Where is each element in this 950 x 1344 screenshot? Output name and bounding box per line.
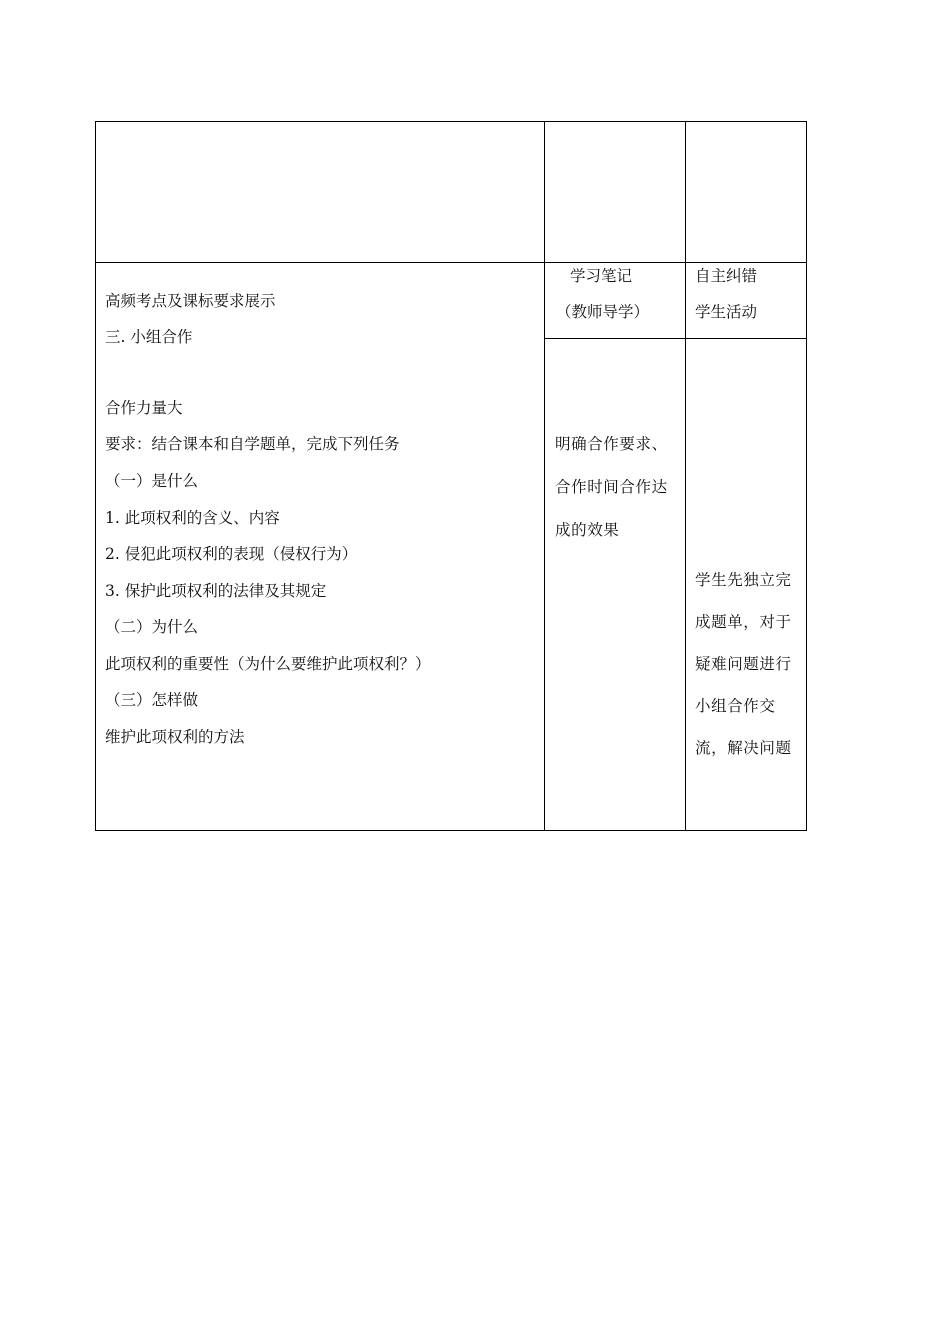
activity-line-2: 成题单，对于 xyxy=(695,613,792,631)
content-line-7: （二）为什么 xyxy=(105,618,199,636)
activity-line-1: 学生先独立完 xyxy=(695,571,792,589)
content-line-6: 3. 保护此项权利的法律及其规定 xyxy=(105,582,327,600)
notes-header-line1: 学习笔记 xyxy=(570,267,633,285)
teacher-note-line-1: 明确合作要求、 xyxy=(555,435,668,453)
activity-line-3: 疑难问题进行 xyxy=(695,655,792,673)
content-line-3: （一）是什么 xyxy=(105,472,199,490)
table-border-left xyxy=(95,121,96,831)
table-border-bottom xyxy=(95,830,807,831)
activity-header-line1: 自主纠错 xyxy=(695,267,758,285)
content-line-4: 1. 此项权利的含义、内容 xyxy=(105,509,280,527)
table-col-divider-2 xyxy=(685,121,686,831)
content-line-2: 要求：结合课本和自学题单，完成下列任务 xyxy=(105,435,400,453)
table-col-divider-1 xyxy=(544,121,545,831)
table-row-divider-1 xyxy=(95,262,807,263)
content-line-5: 2. 侵犯此项权利的表现（侵权行为） xyxy=(105,545,358,563)
teacher-note-line-2: 合作时间合作达 xyxy=(555,478,668,496)
notes-header-line2: （教师导学） xyxy=(556,303,650,321)
table-border-top xyxy=(95,121,807,122)
activity-header-line2: 学生活动 xyxy=(695,303,758,321)
teacher-notes xyxy=(555,434,668,563)
content-line-8: 此项权利的重要性（为什么要维护此项权利？） xyxy=(105,655,431,673)
student-activity xyxy=(695,570,792,780)
section-title: 高频考点及课标要求展示 xyxy=(105,292,276,310)
teacher-note-line-3: 成的效果 xyxy=(555,521,620,539)
content-line-10: 维护此项权利的方法 xyxy=(105,728,245,746)
table-border-right xyxy=(806,121,807,831)
table-row-divider-2 xyxy=(544,338,807,339)
content-line-1: 合作力量大 xyxy=(105,399,183,417)
content-line-9: （三）怎样做 xyxy=(105,691,199,709)
section-heading: 三. 小组合作 xyxy=(105,328,193,346)
activity-line-4: 小组合作交 xyxy=(695,697,776,715)
activity-line-5: 流，解决问题 xyxy=(695,739,792,757)
